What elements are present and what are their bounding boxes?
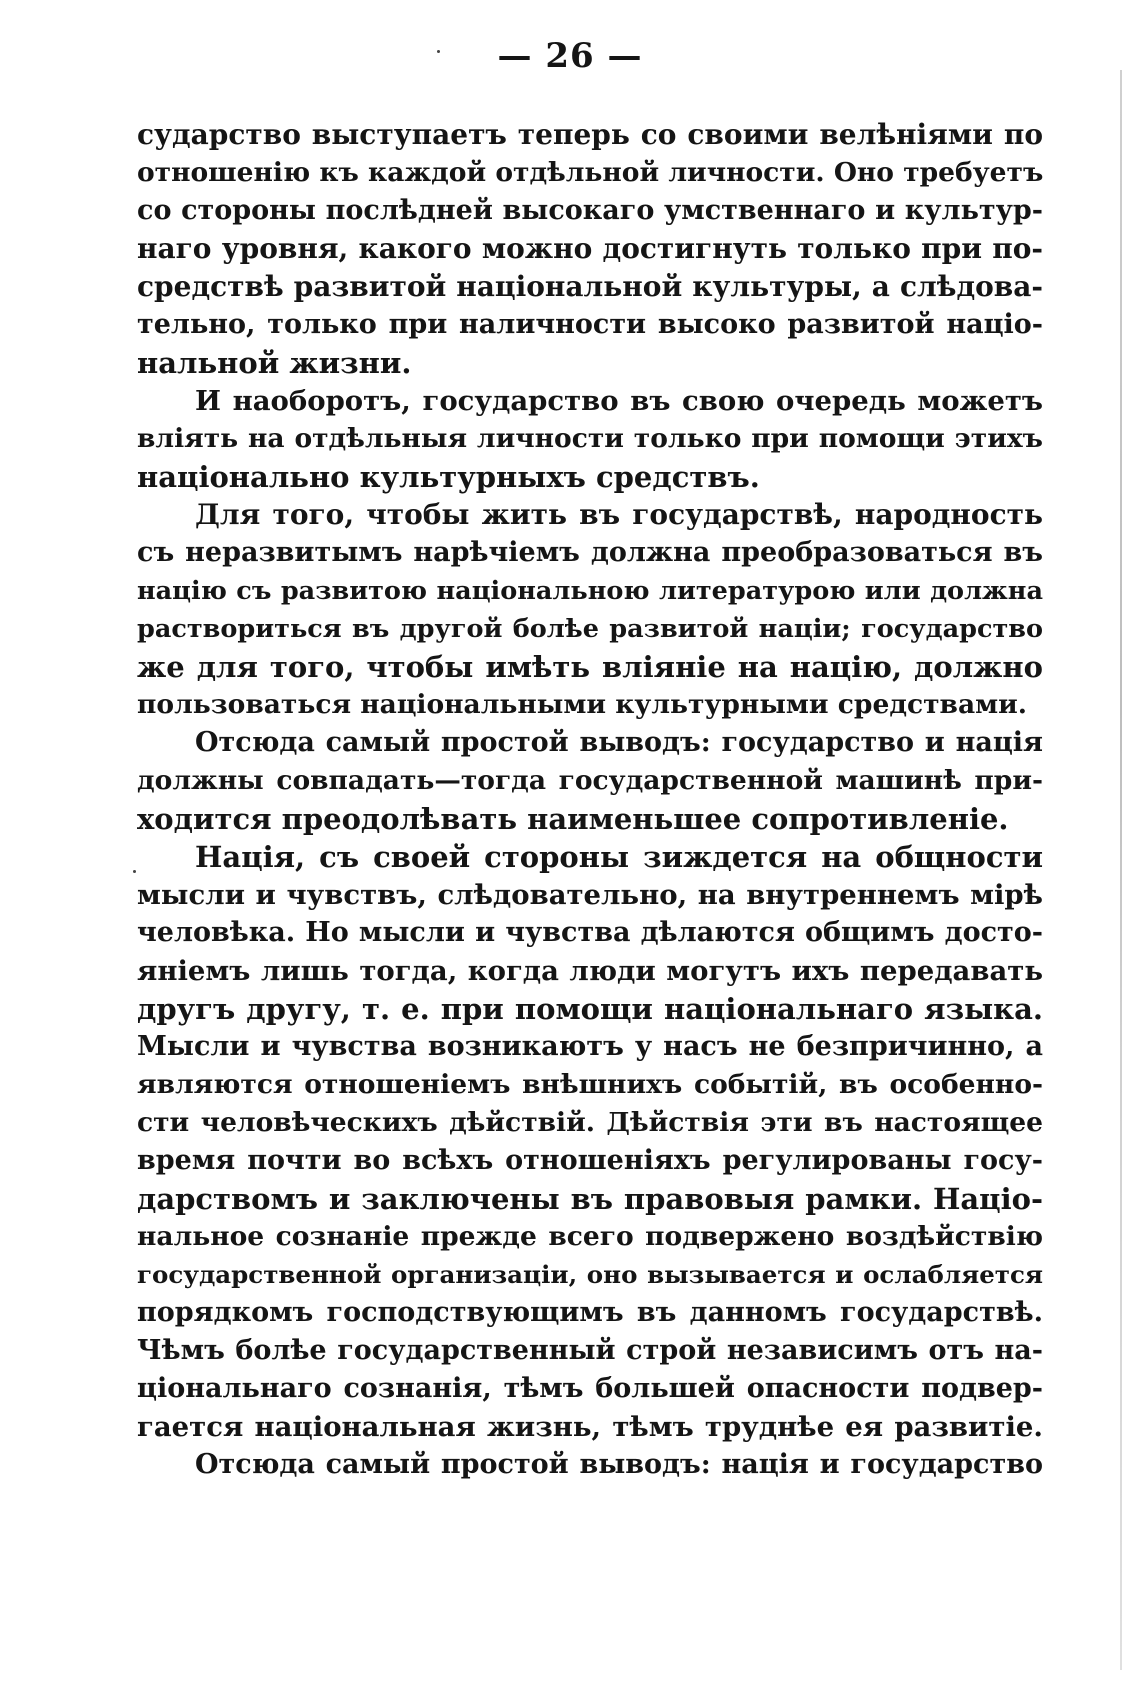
page-number: — 26 — xyxy=(497,36,643,76)
text-line: государственной организаціи, оно вызывается и ослабляется xyxy=(137,1260,1043,1289)
ink-speck xyxy=(133,870,136,873)
text-line: же для того, чтобы имѣть вліяніе на націю, должно xyxy=(137,650,1043,684)
text-line: ходится преодолѣвать наименьшее сопротивленіе. xyxy=(137,802,1009,836)
text-line: Мысли и чувства возникаютъ у насъ не безпричинно, а xyxy=(137,1031,1043,1062)
text-line: сударство выступаетъ теперь со своими велѣніями по xyxy=(137,118,1043,151)
text-line: отношенію къ каждой отдѣльной личности. Оно требуетъ xyxy=(137,157,1043,188)
text-line: являются отношеніемъ внѣшнихъ событій, въ особенно- xyxy=(137,1069,1043,1100)
text-line: Для того, чтобы жить въ государствѣ, народность xyxy=(195,498,1043,531)
text-line: средствѣ развитой національной культуры, а слѣдова- xyxy=(137,270,1043,303)
text-line: ціональнаго сознанія, тѣмъ большей опасности подвер- xyxy=(137,1373,1043,1404)
text-line: гается національная жизнь, тѣмъ труднѣе ея развитіе. xyxy=(137,1411,1043,1443)
text-line: И наоборотъ, государство въ свою очередь можетъ xyxy=(195,385,1043,417)
text-line: пользоваться національными культурными средствами. xyxy=(137,689,1028,720)
text-line: нальной жизни. xyxy=(137,346,412,380)
text-line: съ неразвитымъ нарѣчіемъ должна преобразоваться въ xyxy=(137,537,1043,568)
text-line: тельно, только при наличности высоко развитой націо- xyxy=(137,309,1043,340)
text-line: націю съ развитою національною литературою или должна xyxy=(137,576,1043,606)
text-line: другъ другу, т. е. при помощи національнаго языка. xyxy=(137,992,1043,1026)
text-line: сти человѣческихъ дѣйствій. Дѣйствія эти въ настоящее xyxy=(137,1107,1043,1138)
text-line: раствориться въ другой болѣе развитой націи; государство xyxy=(137,614,1043,644)
text-line: Отсюда самый простой выводъ: нація и государство xyxy=(195,1449,1043,1480)
text-line: національно культурныхъ средствъ. xyxy=(137,460,760,494)
text-line: со стороны послѣдней высокаго умственнаго и культур- xyxy=(137,195,1043,226)
text-line: должны совпадать—тогда государственной машинѣ при- xyxy=(137,765,1043,796)
text-line: вліять на отдѣльныя личности только при помощи этихъ xyxy=(137,423,1043,454)
body-text xyxy=(137,116,1043,1484)
text-line: порядкомъ господствующимъ въ данномъ государствѣ. xyxy=(137,1297,1043,1328)
page-edge-rule xyxy=(1120,70,1122,1670)
text-line: Чѣмъ болѣе государственный строй независимъ отъ на- xyxy=(137,1335,1043,1366)
text-line: наго уровня, какого можно достигнуть только при по- xyxy=(137,232,1043,265)
text-line: человѣка. Но мысли и чувства дѣлаются общимъ досто- xyxy=(137,917,1043,948)
text-line: дарствомъ и заключены въ правовыя рамки. Націо- xyxy=(137,1182,1043,1216)
text-line: время почти во всѣхъ отношеніяхъ регулированы госу- xyxy=(137,1145,1043,1176)
text-line: яніемъ лишь тогда, когда люди могутъ ихъ передавать xyxy=(137,955,1043,987)
text-line: мысли и чувствъ, слѣдовательно, на внутреннемъ мірѣ xyxy=(137,879,1043,911)
text-line: Нація, съ своей стороны зиждется на общности xyxy=(195,840,1043,874)
text-line: Отсюда самый простой выводъ: государство и нація xyxy=(195,727,1043,758)
text-line: нальное сознаніе прежде всего подвержено воздѣйствію xyxy=(137,1221,1043,1252)
